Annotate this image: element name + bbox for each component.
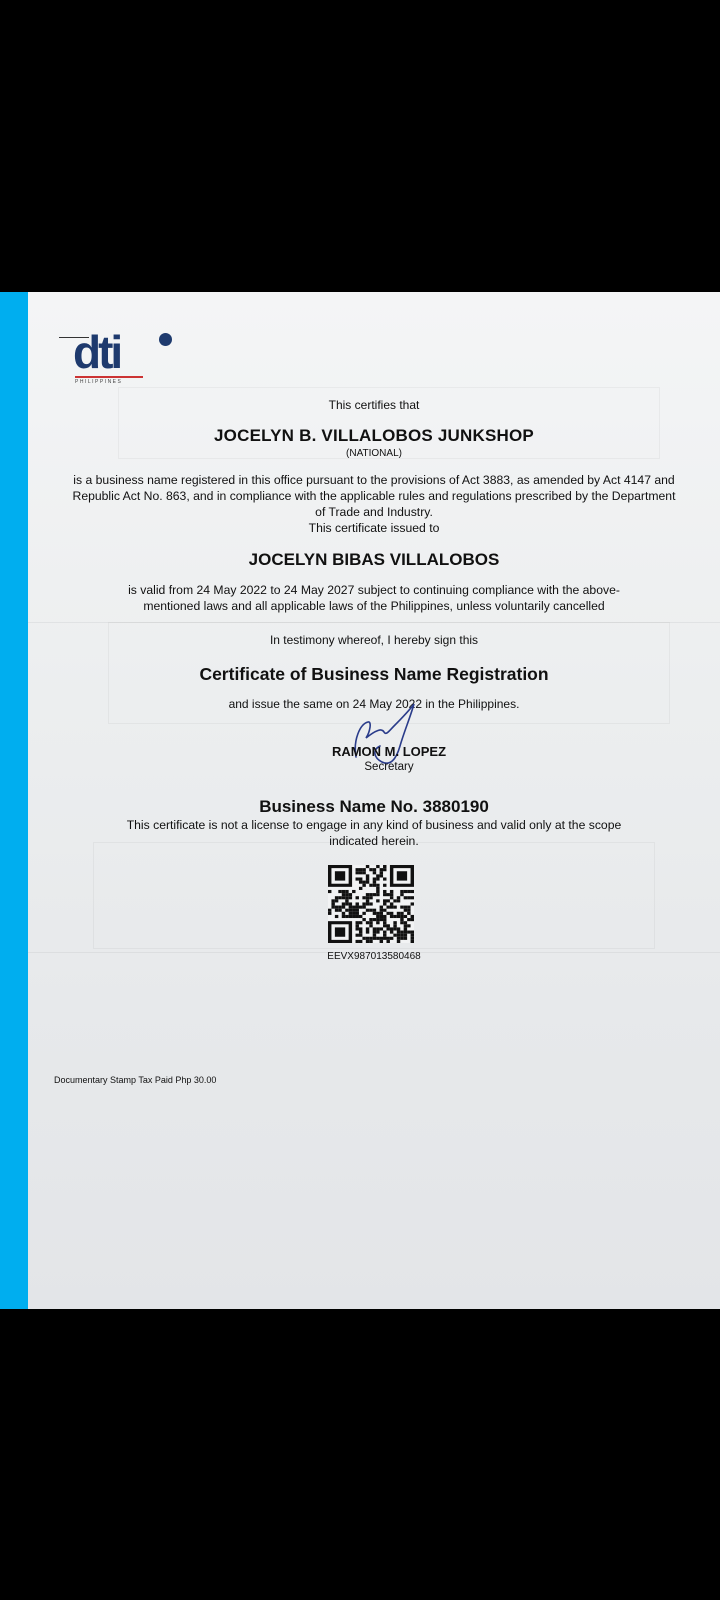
issue-date-line: and issue the same on 24 May 2022 in the Philippines. bbox=[228, 697, 520, 711]
validity-paragraph: is valid from 24 May 2022 to 24 May 2027 subject to continuing compliance with the above-mentioned laws and all applicable laws of the Philippines, unless voluntarily cancelled bbox=[128, 583, 620, 613]
license-disclaimer: This certificate is not a license to engage in any kind of business and valid only at the scope indicated herein. bbox=[126, 818, 622, 848]
certificate-document bbox=[28, 292, 720, 1309]
certificate-title: Certificate of Business Name Registration bbox=[199, 664, 549, 684]
registration-paragraph: is a business name registered in this office pursuant to the provisions of Act 3883, as amended by Act 4147 and Republic Act No. 863, and in compliance with the applicable rules and regulations prescribed by the Department of Trade and Industry. This certificate issued to bbox=[72, 473, 676, 535]
business-name-number: Business Name No. 3880190 bbox=[259, 797, 489, 816]
signatory-name: RAMON M. LOPEZ bbox=[331, 744, 447, 759]
territorial-scope: (NATIONAL) bbox=[346, 448, 402, 459]
business-name: JOCELYN B. VILLALOBOS JUNKSHOP bbox=[214, 426, 534, 445]
issued-to-label: This certificate issued to bbox=[308, 521, 440, 535]
qr-code bbox=[328, 865, 414, 943]
signatory-title: Secretary bbox=[364, 761, 414, 773]
certifies-line: This certifies that bbox=[328, 398, 420, 412]
qr-code-id: EEVX987013580468 bbox=[327, 951, 421, 962]
owner-name: JOCELYN BIBAS VILLALOBOS bbox=[248, 550, 500, 569]
stamp-tax-note: Documentary Stamp Tax Paid Php 30.00 bbox=[54, 1075, 217, 1085]
dti-logo: dti PHILIPPINES bbox=[73, 329, 173, 389]
testimony-line: In testimony whereof, I hereby sign this bbox=[269, 633, 479, 647]
